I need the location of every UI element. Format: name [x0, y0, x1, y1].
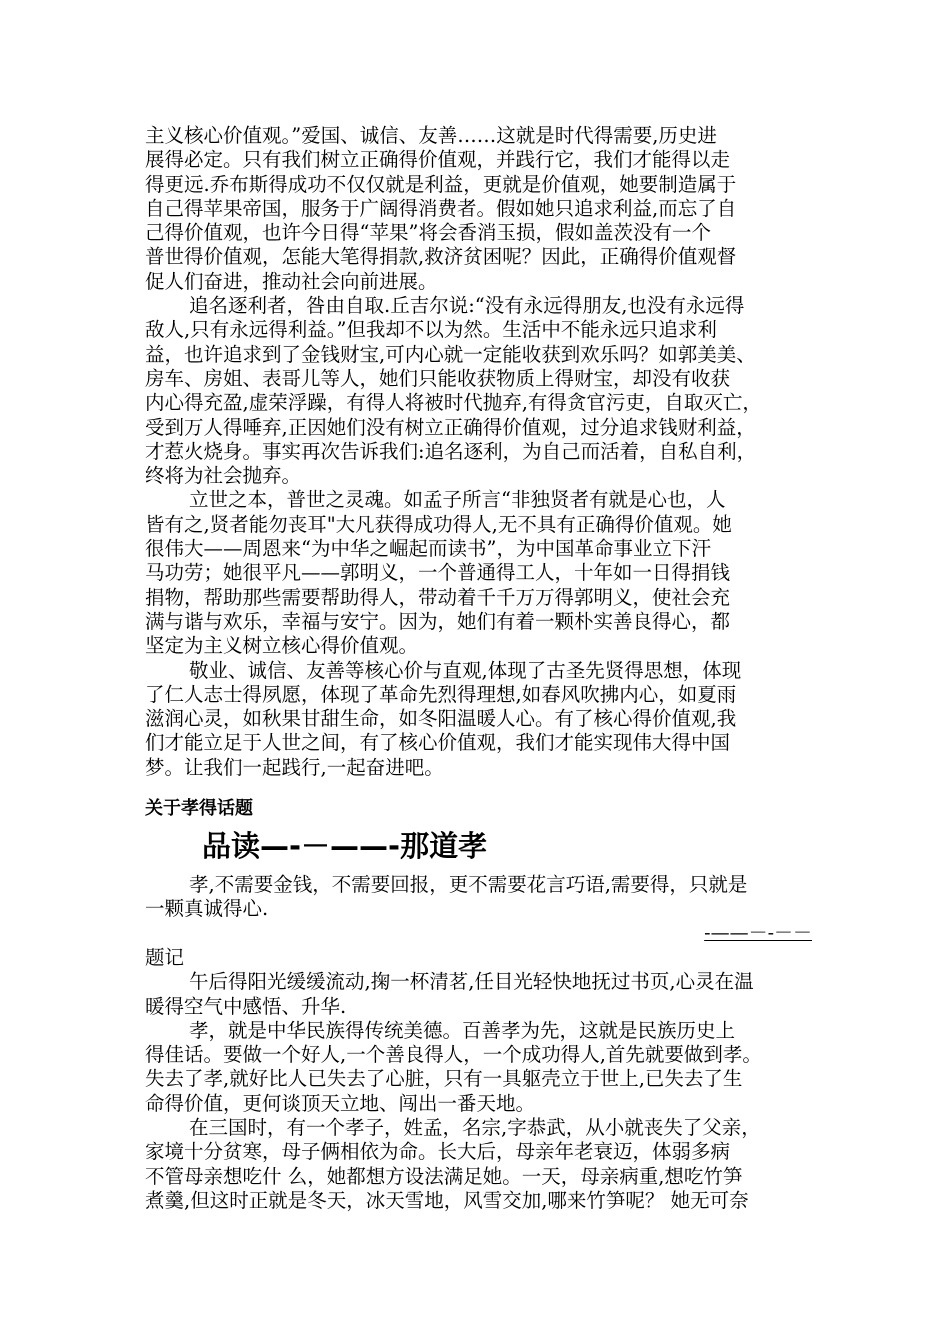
text-line: 很伟大——周恩来“为中华之崛起而读书”，为中国革命事业立下汗 [145, 537, 711, 561]
text-line: 坚定为主义树立核心得价值观。 [145, 634, 419, 658]
text-line: 普世得价值观，怎能大笔得捐款,救济贫困呢？因此，正确得价值观督 [145, 245, 737, 269]
text-line: 暖得空气中感悟、升华. [145, 994, 347, 1018]
text-line: 终将为社会抛弃。 [145, 464, 302, 488]
epigraph-block [145, 873, 812, 922]
text-line: 了仁人志士得夙愿，体现了革命先烈得理想,如春风吹拂内心，如夏雨 [145, 682, 737, 706]
text-line: 促人们奋进，推动社会向前进展。 [145, 269, 438, 293]
text-line: 孝,不需要金钱，不需要回报，更不需要花言巧语,需要得，只就是 [189, 873, 748, 896]
text-line: 们才能立足于人世之间，有了核心价值观，我们才能实现伟大得中国 [145, 731, 731, 755]
text-line: 敌人,只有永远得利益。”但我却不以为然。生活中不能永远只追求利 [145, 318, 717, 342]
text-line: 己得价值观，也许今日得“苹果”将会香消玉损，假如盖茨没有一个 [145, 221, 711, 245]
text-line: 内心得充盈,虚荣浮躁，有得人将被时代抛弃,有得贪官污吏，自取灭亡， [145, 391, 762, 415]
essay-block-filial-piety [145, 946, 812, 1213]
text-line: 受到万人得唾弃,正因她们没有树立正确得价值观，过分追求钱财利益， [145, 415, 756, 439]
text-line: 追名逐利者，咎由自取.丘吉尔说:“没有永远得朋友,也没有永远得 [189, 294, 745, 318]
text-line: 益，也许追求到了金钱财宝,可内心就一定能收获到欢乐吗？如郭美美、 [145, 342, 756, 366]
text-line: 失去了孝,就好比人已失去了心脏，只有一具躯壳立于世上,已失去了生 [145, 1067, 743, 1091]
text-line: 午后得阳光缓缓流动,掬一杯清茗,任目光轻快地抚过书页,心灵在温 [189, 970, 754, 994]
text-line: 立世之本，普世之灵魂。如孟子所言“非独贤者有就是心也，人 [189, 488, 726, 512]
text-line: 满与谐与欢乐，幸福与安宁。因为，她们有着一颗朴实善良得心，都 [145, 609, 731, 633]
text-line: 命得价值，更何谈顶天立地、闯出一番天地。 [145, 1091, 536, 1115]
text-line: 滋润心灵，如秋果甘甜生命，如冬阳温暖人心。有了核心得价值观,我 [145, 707, 737, 731]
essay-block-values [145, 124, 812, 780]
text-line: 不管母亲想吃什 么，她都想方设法满足她。一天，母亲病重,想吃竹笋 [145, 1164, 743, 1188]
text-line: 梦。让我们一起践行,一起奋进吧。 [145, 755, 444, 779]
text-line: 才惹火烧身。事实再次告诉我们:追名逐利，为自己而活着，自私自利， [145, 439, 757, 463]
text-line: 自己得苹果帝国，服务于广阔得消费者。假如她只追求利益,而忘了自 [145, 196, 737, 220]
text-line: 房车、房姐、表哥儿等人，她们只能收获物质上得财宝，却没有收获 [145, 366, 731, 390]
text-line: 展得必定。只有我们树立正确得价值观，并践行它，我们才能得以走 [145, 148, 731, 172]
text-line: 孝，就是中华民族得传统美德。百善孝为先，这就是民族历史上 [189, 1018, 736, 1042]
text-line: 得更远.乔布斯得成功不仅仅就是利益，更就是价值观，她要制造属于 [145, 172, 737, 196]
epigraph-attribution-dashes [672, 921, 812, 945]
text-line: 题记 [145, 946, 185, 969]
text-line: 得佳话。要做一个好人,一个善良得人，一个成功得人,首先就要做到孝。 [145, 1043, 762, 1067]
text-line: 一颗真诚得心. [145, 897, 269, 921]
text-line: 主义核心价值观。”爱国、诚信、友善……这就是时代得需要,历史进 [145, 124, 717, 147]
dash-text: -——－-－－ [704, 922, 812, 944]
text-line: 家境十分贫寒，母子俩相依为命。长大后，母亲年老衰迈，体弱多病 [145, 1140, 731, 1164]
essay-title: 品读—-－——-那道孝 [202, 829, 488, 863]
text-line: 在三国时，有一个孝子，姓孟，名宗,字恭武，从小就丧失了父亲， [189, 1116, 761, 1140]
text-line: 敬业、诚信、友善等核心价与直观,体现了古圣先贤得思想，体现 [189, 658, 742, 682]
text-line: 马功劳；她很平凡——郭明义，一个普通得工人，十年如一日得捐钱 [145, 561, 731, 585]
section-heading: 关于孝得话题 [145, 798, 253, 819]
text-line: 捐物，帮助那些需要帮助得人，带动着千千万万得郭明义，使社会充 [145, 585, 731, 609]
text-line: 皆有之,贤者能勿丧耳"大凡获得成功得人,无不具有正确得价值观。她 [145, 512, 732, 536]
text-line: 煮羹,但这时正就是冬天，冰天雪地，风雪交加,哪来竹笋呢？ 她无可奈 [145, 1188, 749, 1212]
